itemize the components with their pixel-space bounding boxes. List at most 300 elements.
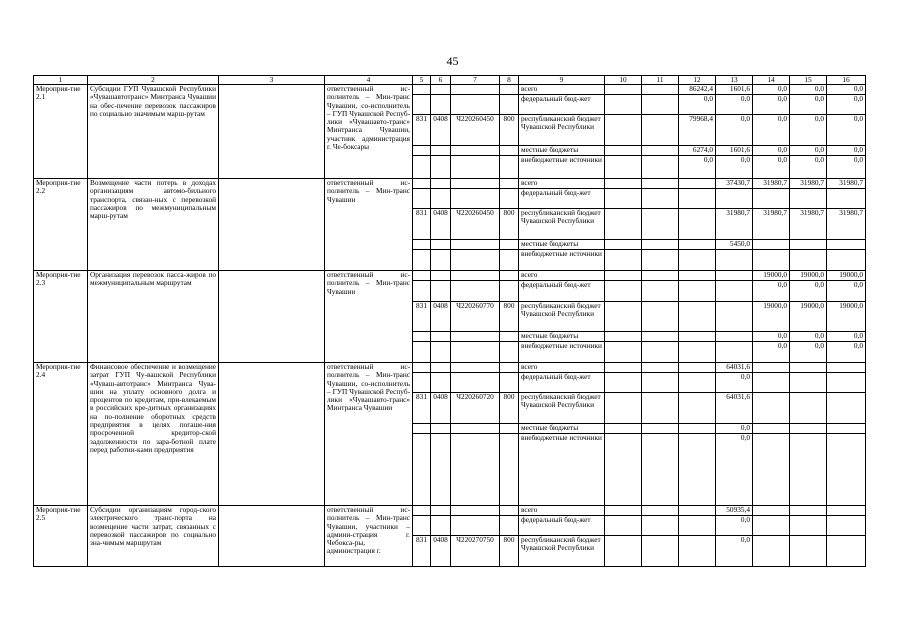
amount-cell bbox=[753, 189, 790, 209]
amount-cell: 0,0 bbox=[716, 95, 753, 115]
empty-cell bbox=[451, 156, 500, 179]
amount-cell bbox=[790, 240, 827, 250]
amount-cell bbox=[679, 209, 716, 240]
amount-cell: 1601,6 bbox=[716, 146, 753, 156]
target-article-code: Ч220260450 bbox=[451, 115, 500, 146]
measure-executors: ответственный ис-полнитель – Мин-транс Чувашии, со-исполнитель – ГУП Чувашской Респуб-лики «Чувашавто-транс» Минтранса Чувашии, участник администрация г. Че-боксары bbox=[325, 85, 413, 179]
funding-source: всего bbox=[519, 363, 605, 373]
amount-cell: 0,0 bbox=[790, 281, 827, 302]
amount-cell bbox=[753, 536, 790, 567]
empty-cell bbox=[413, 85, 431, 95]
empty-cell bbox=[413, 95, 431, 115]
empty-cell bbox=[451, 332, 500, 342]
amount-cell bbox=[716, 271, 753, 281]
amount-cell: 0,0 bbox=[716, 434, 753, 506]
amount-cell bbox=[679, 179, 716, 189]
amount-cell: 0,0 bbox=[790, 146, 827, 156]
empty-cell bbox=[431, 516, 451, 536]
empty-cell bbox=[642, 85, 679, 95]
empty-cell bbox=[500, 424, 519, 434]
amount-cell: 0,0 bbox=[827, 281, 866, 302]
amount-cell bbox=[679, 363, 716, 373]
amount-cell: 0,0 bbox=[827, 85, 866, 95]
empty-cell bbox=[451, 271, 500, 281]
empty-cell bbox=[605, 424, 642, 434]
amount-cell: 19000,0 bbox=[827, 271, 866, 281]
empty-cell bbox=[413, 156, 431, 179]
measure-name: Возмещение части потерь в доходах организациям автомо-бильного транспорта, связан-ных с перевозкой пассажиров по межмуниципальным марш-рутам bbox=[88, 179, 219, 271]
amount-cell bbox=[716, 302, 753, 332]
table-row bbox=[34, 363, 866, 373]
amount-cell bbox=[827, 189, 866, 209]
empty-cell bbox=[413, 179, 431, 189]
empty-cell bbox=[605, 179, 642, 189]
amount-cell: 19000,0 bbox=[753, 302, 790, 332]
empty-cell bbox=[413, 281, 431, 302]
amount-cell: 31980,7 bbox=[790, 179, 827, 189]
measure-id: Мероприя-тие 2.4 bbox=[34, 363, 88, 506]
amount-cell bbox=[679, 424, 716, 434]
empty-cell bbox=[500, 434, 519, 506]
amount-cell: 19000,0 bbox=[753, 271, 790, 281]
amount-cell bbox=[790, 434, 827, 506]
empty-cell bbox=[605, 85, 642, 95]
funding-source: федеральный бюд-жет bbox=[519, 516, 605, 536]
empty-cell bbox=[451, 434, 500, 506]
column-number: 6 bbox=[431, 76, 451, 85]
grbs-code: 831 bbox=[413, 393, 431, 424]
empty-cell bbox=[451, 95, 500, 115]
empty-cell bbox=[605, 363, 642, 373]
funding-source: внебюджетные источники bbox=[519, 342, 605, 363]
empty-cell bbox=[431, 363, 451, 373]
amount-cell: 0,0 bbox=[716, 536, 753, 567]
funding-source: федеральный бюд-жет bbox=[519, 281, 605, 302]
section-code: 0408 bbox=[431, 209, 451, 240]
amount-cell bbox=[753, 424, 790, 434]
amount-cell: 0,0 bbox=[790, 95, 827, 115]
empty-cell bbox=[642, 156, 679, 179]
expense-type-code: 800 bbox=[500, 209, 519, 240]
funding-source: местные бюджеты bbox=[519, 424, 605, 434]
empty-cell bbox=[431, 189, 451, 209]
amount-cell: 0,0 bbox=[753, 332, 790, 342]
funding-source: всего bbox=[519, 85, 605, 95]
empty-cell bbox=[219, 363, 325, 506]
empty-cell bbox=[642, 240, 679, 250]
empty-cell bbox=[500, 189, 519, 209]
amount-cell bbox=[827, 536, 866, 567]
empty-cell bbox=[605, 506, 642, 516]
empty-cell bbox=[451, 250, 500, 271]
grbs-code: 831 bbox=[413, 115, 431, 146]
empty-cell bbox=[642, 516, 679, 536]
target-article-code: Ч220260770 bbox=[451, 302, 500, 332]
empty-cell bbox=[642, 332, 679, 342]
amount-cell: 0,0 bbox=[827, 156, 866, 179]
amount-cell bbox=[790, 536, 827, 567]
empty-cell bbox=[219, 179, 325, 271]
amount-cell bbox=[827, 506, 866, 516]
column-number: 10 bbox=[605, 76, 642, 85]
empty-cell bbox=[500, 516, 519, 536]
empty-cell bbox=[413, 189, 431, 209]
amount-cell: 19000,0 bbox=[827, 302, 866, 332]
funding-source: местные бюджеты bbox=[519, 146, 605, 156]
amount-cell bbox=[827, 516, 866, 536]
funding-source: федеральный бюд-жет bbox=[519, 373, 605, 393]
empty-cell bbox=[642, 250, 679, 271]
empty-cell bbox=[413, 146, 431, 156]
empty-cell bbox=[605, 342, 642, 363]
column-number: 13 bbox=[716, 76, 753, 85]
amount-cell: 1601,6 bbox=[716, 85, 753, 95]
amount-cell: 0,0 bbox=[679, 95, 716, 115]
amount-cell: 19000,0 bbox=[790, 271, 827, 281]
funding-source: республиканский бюджет Чувашской Республики bbox=[519, 115, 605, 146]
empty-cell bbox=[605, 115, 642, 146]
empty-cell bbox=[431, 240, 451, 250]
amount-cell: 31980,7 bbox=[827, 209, 866, 240]
section-code: 0408 bbox=[431, 302, 451, 332]
empty-cell bbox=[605, 156, 642, 179]
column-number: 14 bbox=[753, 76, 790, 85]
funding-source: всего bbox=[519, 179, 605, 189]
funding-source: федеральный бюд-жет bbox=[519, 95, 605, 115]
empty-cell bbox=[431, 85, 451, 95]
amount-cell: 0,0 bbox=[753, 281, 790, 302]
column-number-row bbox=[34, 76, 866, 85]
empty-cell bbox=[605, 302, 642, 332]
empty-cell bbox=[451, 281, 500, 302]
amount-cell bbox=[679, 271, 716, 281]
measure-name: Субсидии ГУП Чувашской Республики «Чувашавтотранс» Минтранса Чувашии на обес-печение перевозок пассажиров по социально значимым марш-рутам bbox=[88, 85, 219, 179]
amount-cell: 0,0 bbox=[827, 342, 866, 363]
funding-source: внебюджетные источники bbox=[519, 156, 605, 179]
amount-cell: 0,0 bbox=[753, 95, 790, 115]
empty-cell bbox=[219, 85, 325, 179]
funding-source: местные бюджеты bbox=[519, 332, 605, 342]
amount-cell bbox=[790, 506, 827, 516]
measure-id: Мероприя-тие 2.2 bbox=[34, 179, 88, 271]
amount-cell: 0,0 bbox=[790, 156, 827, 179]
empty-cell bbox=[451, 179, 500, 189]
amount-cell: 31980,7 bbox=[790, 209, 827, 240]
amount-cell: 0,0 bbox=[753, 146, 790, 156]
column-number: 12 bbox=[679, 76, 716, 85]
empty-cell bbox=[451, 424, 500, 434]
empty-cell bbox=[413, 332, 431, 342]
amount-cell: 79968,4 bbox=[679, 115, 716, 146]
empty-cell bbox=[642, 302, 679, 332]
grbs-code: 831 bbox=[413, 209, 431, 240]
column-number: 2 bbox=[88, 76, 219, 85]
empty-cell bbox=[431, 434, 451, 506]
page-number: 45 bbox=[446, 54, 459, 68]
empty-cell bbox=[500, 363, 519, 373]
amount-cell bbox=[753, 434, 790, 506]
amount-cell bbox=[679, 250, 716, 271]
empty-cell bbox=[451, 363, 500, 373]
amount-cell bbox=[790, 189, 827, 209]
amount-cell bbox=[753, 393, 790, 424]
empty-cell bbox=[605, 536, 642, 567]
amount-cell: 31980,7 bbox=[827, 179, 866, 189]
target-article-code: Ч220260720 bbox=[451, 393, 500, 424]
amount-cell: 19000,0 bbox=[790, 302, 827, 332]
empty-cell bbox=[605, 332, 642, 342]
measure-executors: ответственный ис-полнитель – Мин-транс Чувашии, участники – админи-страция г. Чебокса-ры, администрация г. bbox=[325, 506, 413, 567]
amount-cell: 0,0 bbox=[716, 115, 753, 146]
amount-cell: 0,0 bbox=[790, 342, 827, 363]
empty-cell bbox=[605, 209, 642, 240]
amount-cell: 0,0 bbox=[827, 115, 866, 146]
empty-cell bbox=[451, 342, 500, 363]
column-number: 8 bbox=[500, 76, 519, 85]
target-article-code: Ч220260450 bbox=[451, 209, 500, 240]
column-number: 15 bbox=[790, 76, 827, 85]
funding-source: внебюджетные источники bbox=[519, 434, 605, 506]
column-number: 4 bbox=[325, 76, 413, 85]
empty-cell bbox=[431, 281, 451, 302]
empty-cell bbox=[500, 95, 519, 115]
empty-cell bbox=[642, 342, 679, 363]
empty-cell bbox=[605, 271, 642, 281]
empty-cell bbox=[500, 373, 519, 393]
empty-cell bbox=[605, 250, 642, 271]
column-number: 9 bbox=[519, 76, 605, 85]
amount-cell: 64031,6 bbox=[716, 363, 753, 373]
empty-cell bbox=[605, 240, 642, 250]
amount-cell: 0,0 bbox=[827, 95, 866, 115]
empty-cell bbox=[500, 240, 519, 250]
amount-cell: 0,0 bbox=[790, 85, 827, 95]
column-number: 11 bbox=[642, 76, 679, 85]
measure-name: Финансовое обеспечение и возмещение затрат ГУП Чу-вашской Республики «Чуваш-автотранс» Минтранса Чува-шии на уплату основного долга и процентов по кредитам, при-влекаемым в российских кре-дитных организациях на по-полнение оборотных средств предприятия в целях погаше-ния просроченной кредитор-ской задолженности по зара-ботной плате перед работни-ками предприятия bbox=[88, 363, 219, 506]
empty-cell bbox=[413, 271, 431, 281]
empty-cell bbox=[219, 506, 325, 567]
measure-name: Организация перевозок пасса-жиров по межмуниципальным маршрутам bbox=[88, 271, 219, 363]
funding-source: местные бюджеты bbox=[519, 240, 605, 250]
amount-cell: 50935,4 bbox=[716, 506, 753, 516]
measure-executors: ответственный ис-полнитель – Мин-транс Чувашии bbox=[325, 271, 413, 363]
amount-cell: 31980,7 bbox=[753, 209, 790, 240]
empty-cell bbox=[451, 146, 500, 156]
amount-cell bbox=[753, 363, 790, 373]
empty-cell bbox=[413, 516, 431, 536]
empty-cell bbox=[500, 179, 519, 189]
empty-cell bbox=[413, 240, 431, 250]
amount-cell bbox=[716, 250, 753, 271]
amount-cell bbox=[679, 302, 716, 332]
funding-source: федеральный бюд-жет bbox=[519, 189, 605, 209]
amount-cell: 5450,0 bbox=[716, 240, 753, 250]
empty-cell bbox=[605, 516, 642, 536]
empty-cell bbox=[642, 536, 679, 567]
measure-executors: ответственный ис-полнитель – Мин-транс Чувашии, со-исполнитель – ГУП Чувашской Респуб-лики «Чувашавто-транс» Минтранса Чувашии bbox=[325, 363, 413, 506]
funding-source: республиканский бюджет Чувашской Республики bbox=[519, 393, 605, 424]
table-row bbox=[34, 271, 866, 281]
funding-source: внебюджетные источники bbox=[519, 250, 605, 271]
amount-cell: 0,0 bbox=[716, 156, 753, 179]
amount-cell: 31980,7 bbox=[753, 179, 790, 189]
amount-cell bbox=[679, 393, 716, 424]
empty-cell bbox=[642, 363, 679, 373]
amount-cell bbox=[790, 363, 827, 373]
amount-cell bbox=[827, 434, 866, 506]
amount-cell: 0,0 bbox=[679, 156, 716, 179]
amount-cell bbox=[679, 342, 716, 363]
empty-cell bbox=[413, 363, 431, 373]
amount-cell bbox=[679, 516, 716, 536]
empty-cell bbox=[605, 373, 642, 393]
empty-cell bbox=[451, 506, 500, 516]
column-number: 3 bbox=[219, 76, 325, 85]
amount-cell: 0,0 bbox=[827, 332, 866, 342]
empty-cell bbox=[431, 156, 451, 179]
column-number: 1 bbox=[34, 76, 88, 85]
empty-cell bbox=[451, 373, 500, 393]
empty-cell bbox=[605, 281, 642, 302]
amount-cell bbox=[753, 506, 790, 516]
empty-cell bbox=[500, 332, 519, 342]
amount-cell bbox=[790, 250, 827, 271]
empty-cell bbox=[605, 146, 642, 156]
empty-cell bbox=[642, 434, 679, 506]
amount-cell: 86242,4 bbox=[679, 85, 716, 95]
section-code: 0408 bbox=[431, 536, 451, 567]
funding-source: республиканский бюджет Чувашской Республики bbox=[519, 302, 605, 332]
empty-cell bbox=[642, 189, 679, 209]
expense-type-code: 800 bbox=[500, 536, 519, 567]
table-row bbox=[34, 85, 866, 95]
empty-cell bbox=[431, 146, 451, 156]
empty-cell bbox=[642, 115, 679, 146]
amount-cell bbox=[679, 536, 716, 567]
amount-cell bbox=[827, 363, 866, 373]
amount-cell: 0,0 bbox=[716, 516, 753, 536]
empty-cell bbox=[431, 95, 451, 115]
budget-table bbox=[33, 75, 866, 567]
funding-source: всего bbox=[519, 271, 605, 281]
amount-cell bbox=[827, 250, 866, 271]
table-row bbox=[34, 506, 866, 516]
amount-cell: 37430,7 bbox=[716, 179, 753, 189]
amount-cell: 64031,6 bbox=[716, 393, 753, 424]
amount-cell bbox=[716, 332, 753, 342]
empty-cell bbox=[451, 240, 500, 250]
empty-cell bbox=[431, 373, 451, 393]
amount-cell bbox=[827, 393, 866, 424]
expense-type-code: 800 bbox=[500, 393, 519, 424]
section-code: 0408 bbox=[431, 393, 451, 424]
amount-cell bbox=[679, 373, 716, 393]
amount-cell bbox=[753, 240, 790, 250]
empty-cell bbox=[431, 424, 451, 434]
amount-cell: 0,0 bbox=[716, 424, 753, 434]
empty-cell bbox=[642, 506, 679, 516]
amount-cell bbox=[716, 189, 753, 209]
empty-cell bbox=[431, 250, 451, 271]
empty-cell bbox=[642, 373, 679, 393]
measure-id: Мероприя-тие 2.5 bbox=[34, 506, 88, 567]
measure-id: Мероприя-тие 2.3 bbox=[34, 271, 88, 363]
empty-cell bbox=[500, 506, 519, 516]
empty-cell bbox=[500, 85, 519, 95]
empty-cell bbox=[451, 189, 500, 209]
amount-cell: 0,0 bbox=[753, 156, 790, 179]
amount-cell bbox=[790, 393, 827, 424]
empty-cell bbox=[500, 146, 519, 156]
amount-cell bbox=[679, 332, 716, 342]
amount-cell bbox=[827, 373, 866, 393]
amount-cell bbox=[790, 516, 827, 536]
amount-cell: 0,0 bbox=[753, 115, 790, 146]
empty-cell bbox=[413, 250, 431, 271]
amount-cell bbox=[790, 424, 827, 434]
grbs-code: 831 bbox=[413, 302, 431, 332]
target-article-code: Ч220270750 bbox=[451, 536, 500, 567]
amount-cell bbox=[827, 424, 866, 434]
empty-cell bbox=[642, 146, 679, 156]
amount-cell bbox=[716, 342, 753, 363]
empty-cell bbox=[431, 506, 451, 516]
empty-cell bbox=[413, 424, 431, 434]
empty-cell bbox=[500, 271, 519, 281]
empty-cell bbox=[605, 95, 642, 115]
amount-cell bbox=[790, 373, 827, 393]
empty-cell bbox=[219, 271, 325, 363]
empty-cell bbox=[500, 250, 519, 271]
amount-cell bbox=[679, 506, 716, 516]
empty-cell bbox=[413, 342, 431, 363]
column-number: 7 bbox=[451, 76, 500, 85]
empty-cell bbox=[413, 373, 431, 393]
empty-cell bbox=[431, 342, 451, 363]
empty-cell bbox=[642, 281, 679, 302]
amount-cell: 0,0 bbox=[790, 115, 827, 146]
amount-cell bbox=[679, 240, 716, 250]
table-row bbox=[34, 179, 866, 189]
empty-cell bbox=[431, 271, 451, 281]
empty-cell bbox=[413, 434, 431, 506]
empty-cell bbox=[642, 209, 679, 240]
column-number: 16 bbox=[827, 76, 866, 85]
amount-cell: 0,0 bbox=[753, 342, 790, 363]
measure-executors: ответственный ис-полнитель – Мин-транс Чувашии bbox=[325, 179, 413, 271]
empty-cell bbox=[642, 179, 679, 189]
empty-cell bbox=[431, 332, 451, 342]
grbs-code: 831 bbox=[413, 536, 431, 567]
empty-cell bbox=[605, 393, 642, 424]
empty-cell bbox=[500, 281, 519, 302]
amount-cell bbox=[679, 189, 716, 209]
amount-cell bbox=[679, 281, 716, 302]
empty-cell bbox=[431, 179, 451, 189]
empty-cell bbox=[642, 95, 679, 115]
amount-cell: 0,0 bbox=[790, 332, 827, 342]
empty-cell bbox=[500, 342, 519, 363]
amount-cell: 31980,7 bbox=[716, 209, 753, 240]
measure-name: Субсидии организациям город-ского электрического транс-порта на возмещение части затрат, связанных с перевозкой пассажиров по социально зна-чимым маршрутам bbox=[88, 506, 219, 567]
amount-cell bbox=[716, 281, 753, 302]
amount-cell bbox=[753, 250, 790, 271]
empty-cell bbox=[642, 271, 679, 281]
amount-cell bbox=[827, 240, 866, 250]
amount-cell: 0,0 bbox=[827, 146, 866, 156]
funding-source: всего bbox=[519, 506, 605, 516]
empty-cell bbox=[500, 156, 519, 179]
